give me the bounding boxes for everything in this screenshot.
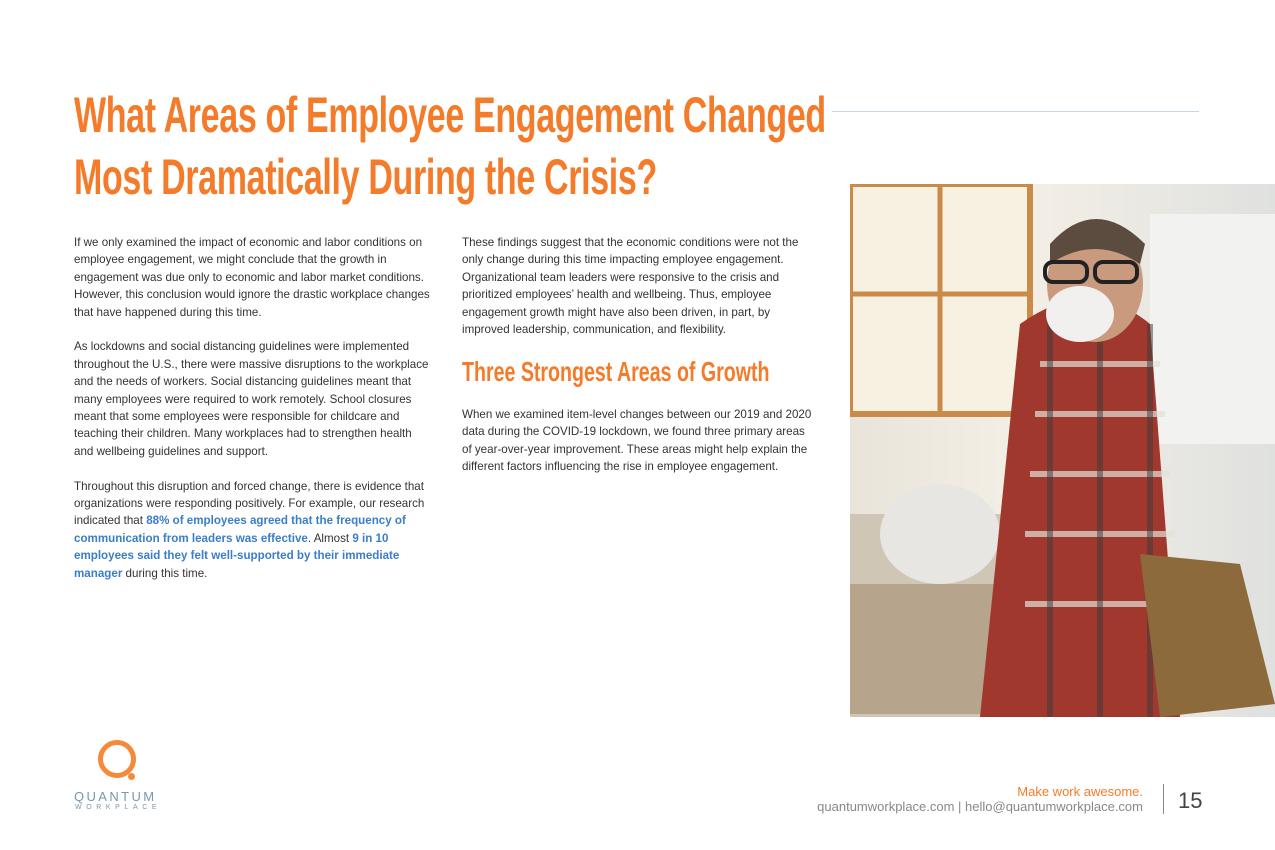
photo-illustration	[850, 184, 1275, 717]
paragraph: If we only examined the impact of economic and labor conditions on employee engagement, we might conclude that the growth in engagement was due only to economic and labor market conditions. However, this conclusion would ignore the drastic workplace changes that have happened during this time.	[74, 236, 430, 319]
quantum-workplace-logo	[74, 740, 174, 815]
text: Throughout this disruption and forced change, there is evidence that organizations were responding positively. For example, our research indicated that	[74, 479, 425, 528]
page-number: 15	[1178, 788, 1203, 813]
logo-text: QUANTUM	[74, 789, 157, 804]
title-line-1: What Areas of Employee Engagement Changed	[74, 87, 826, 143]
paragraph: These findings suggest that the economic conditions were not the only change during this time impacting employee engagement. Organizational team leaders were responsive to the crisis and prioritized employees’ health and wellbeing. Thus, employee engagement growth might have also been driven, in part, by improved leadership, communication, and flexibility.	[462, 236, 799, 337]
highlight-stat: 88% of employees agreed that the frequency of communication from leaders was effective	[74, 514, 406, 545]
highlight-stat: 9 in 10 employees said they felt well-supported by their immediate manager	[74, 531, 400, 580]
section-heading: Three Strongest Areas of Growth	[462, 356, 770, 387]
logo-subtext: WORKPLACE	[75, 804, 162, 811]
text: during this time.	[122, 566, 208, 580]
title-divider	[832, 111, 1199, 112]
column-left	[74, 234, 430, 599]
photo-man-with-mask	[850, 184, 1275, 717]
paragraph	[74, 478, 430, 582]
paragraph: As lockdowns and social distancing guidelines were implemented throughout the U.S., there were massive disruptions to the workplace and the needs of workers. Social distancing guidelines meant that many employees were required to work remotely. School closures meant that some employees were responsible for childcare and teaching their children. Many workplaces had to strengthen health and wellbeing guidelines and support.	[74, 340, 429, 458]
column-right	[462, 234, 814, 356]
text: . Almost	[307, 531, 353, 545]
page-title	[74, 84, 826, 208]
title-line-2: Most Dramatically During the Crisis?	[74, 149, 657, 205]
logo-dot-icon	[128, 773, 135, 780]
paragraph: When we examined item-level changes between our 2019 and 2020 data during the COVID-19 lockdown, we found three primary areas of year-over-year improvement. These areas might help explain the different factors influencing the rise in employee engagement.	[462, 408, 812, 474]
footer-divider	[1163, 784, 1164, 814]
footer-tagline: Make work awesome.	[1017, 784, 1143, 799]
column-right-lower	[462, 406, 814, 493]
footer-contact-links[interactable]: quantumworkplace.com | hello@quantumworkplace.com	[817, 799, 1143, 814]
